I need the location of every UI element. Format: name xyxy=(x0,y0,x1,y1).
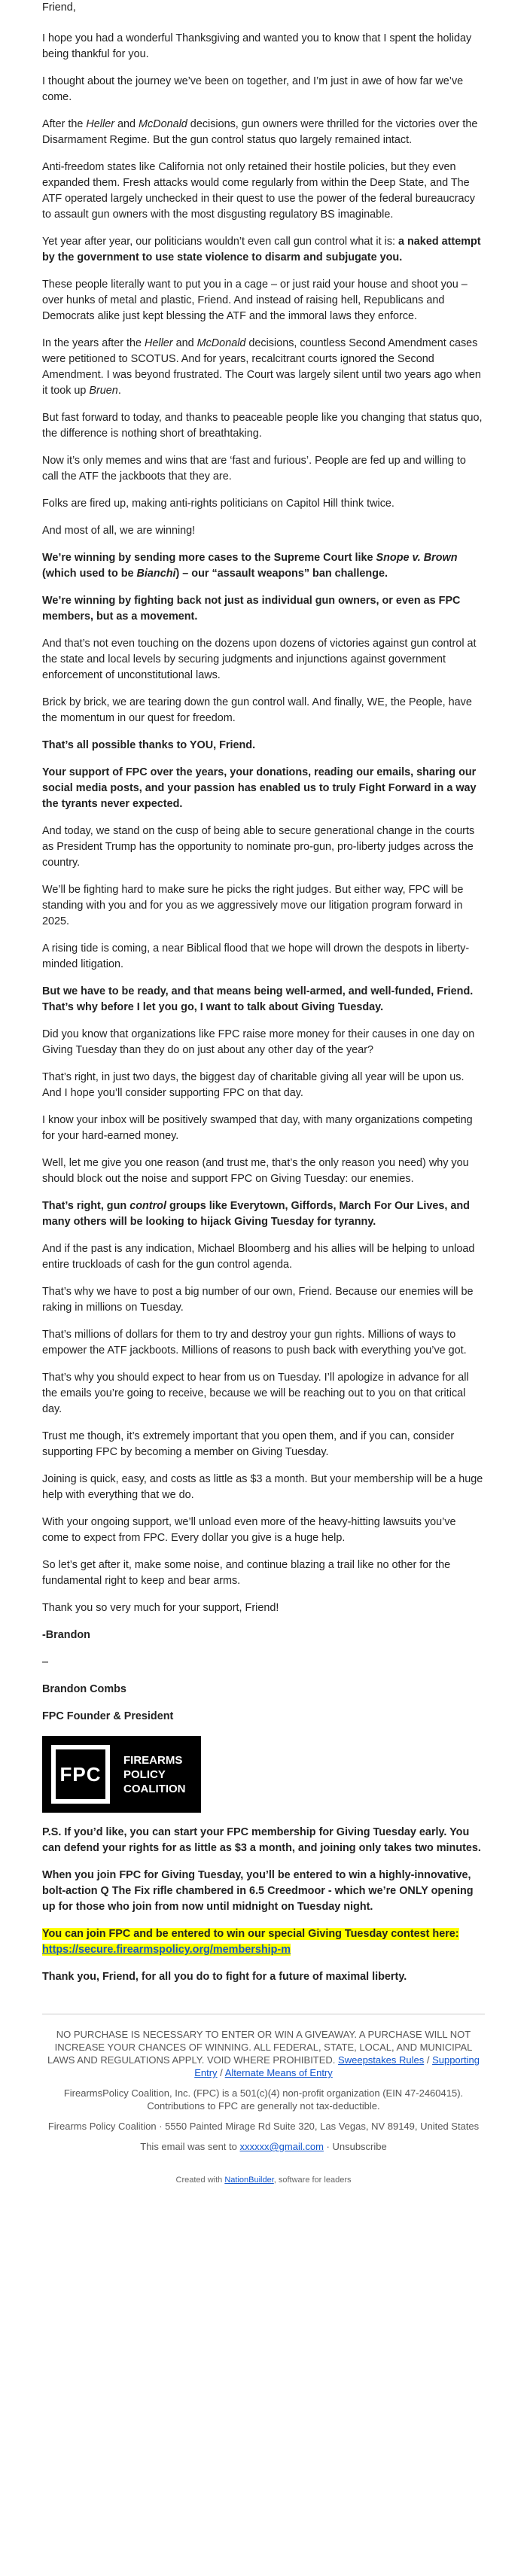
paragraph: After the Heller and McDonald decisions, gun owners were thrilled for the victories over the Disarmament Regime. But the gun control status quo largely remained intact. xyxy=(42,118,478,146)
paragraph: That’s all possible thanks to YOU, Friend. xyxy=(42,739,256,751)
paragraph: These people literally want to put you in a cage – or just raid your house and shoot you – over hunks of metal and plastic, Friend. And instead of raising hell, Republicans and Democrats alike just kept blessing the ATF and the immoral laws they enforce. xyxy=(42,279,468,322)
paragraph: That’s right, in just two days, the biggest day of charitable giving all year will be upon us. And I hope you’ll consider supporting FPC on that day. xyxy=(42,1071,465,1099)
footer-org-info: FirearmsPolicy Coalition, Inc. (FPC) is a 501(c)(4) non-profit organization (EIN 47-2460415). Contributions to FPC are generally not tax-deductible. xyxy=(63,2087,464,2112)
paragraph: I hope you had a wonderful Thanksgiving and wanted you to know that I spent the holiday being thankful for you. xyxy=(42,32,472,60)
paragraph: That’s why you should expect to hear from us on Tuesday. I’ll apologize in advance for all the emails you’re going to receive, because we will be reaching out to you on that critical day. xyxy=(42,1372,469,1415)
recipient-email-link[interactable]: xxxxxx@gmail.com xyxy=(239,2141,324,2152)
email-footer xyxy=(42,2014,485,2153)
paragraph: A rising tide is coming, a near Biblical flood that we hope will drown the despots in liberty-minded litigation. xyxy=(42,942,470,970)
supporting-entry-link[interactable]: Supporting Entry xyxy=(194,2054,480,2078)
paragraph: So let’s get after it, make some noise, and continue blazing a trail like no other for the fundamental right to keep and bear arms. xyxy=(42,1559,451,1587)
paragraph: In the years after the Heller and McDonald decisions, countless Second Amendment cases were petitioned to SCOTUS. And for years, recalcitrant courts ignored the Second Amendment. I was beyond frustrated. The Court was largely silent until two years ago when it took up Bruen. xyxy=(42,337,481,397)
paragraph: And if the past is any indication, Michael Bloomberg and his allies will be helping to unload entire truckloads of cash for the gun control agenda. xyxy=(42,1243,475,1271)
paragraph: With your ongoing support, we’ll unload even more of the heavy-hitting lawsuits you’ve come to expect from FPC. Every dollar you give is a huge help. xyxy=(42,1516,456,1544)
paragraph: We’ll be fighting hard to make sure he picks the right judges. But either way, FPC will be standing with you and for you as we aggressively move our litigation program forward in 2025. xyxy=(42,884,464,927)
ps-paragraph: When you join FPC for Giving Tuesday, you’ll be entered to win a highly-innovative, bolt-action Q The Fix rifle chambered in 6.5 Creedmoor - which we’re ONLY opening up for those who join from now until midnight on Tuesday night. xyxy=(42,1869,474,1913)
ps-paragraph: P.S. If you’d like, you can start your FPC membership for Giving Tuesday early. You can defend your rights for as little as $3 a month, and joining only takes two minutes. xyxy=(42,1826,481,1854)
paragraph: Joining is quick, easy, and costs as little as $3 a month. But your membership will be a huge help with everything that we do. xyxy=(42,1473,483,1501)
paragraph: But fast forward to today, and thanks to peaceable people like you changing that status quo, the difference is nothing short of breathtaking. xyxy=(42,412,483,440)
footer-address: Firearms Policy Coalition · 5550 Painted Mirage Rd Suite 320, Las Vegas, NV 89149, United States xyxy=(47,2121,480,2132)
paragraph: Anti-freedom states like California not only retained their hostile policies, but they even expanded them. Fresh attacks would come regularly from within the Deep State, and The ATF operated largely unchecked in their quest to use the power of the federal bureaucracy to assault gun owners with the most disgusting regulatory BS imaginable. xyxy=(42,161,475,221)
paragraph: Now it’s only memes and wins that are ‘fast and furious’. People are fed up and willing to call the ATF the jackboots that they are. xyxy=(42,455,466,483)
paragraph: We’re winning by sending more cases to the Supreme Court like Snope v. Brown (which used to be Bianchi) – our “assault weapons” ban challenge. xyxy=(42,552,458,580)
paragraph: We’re winning by fighting back not just as individual gun owners, or even as FPC members, but as a movement. xyxy=(42,595,461,623)
ps-paragraph: Thank you, Friend, for all you do to fight for a future of maximal liberty. xyxy=(42,1971,407,1983)
paragraph: And most of all, we are winning! xyxy=(42,525,196,537)
paragraph: That’s why we have to post a big number of our own, Friend. Because our enemies will be raking in millions on Tuesday. xyxy=(42,1286,474,1314)
logo-wordmark: FIREARMS POLICY COALITION xyxy=(119,1736,201,1813)
ps-link-paragraph: You can join FPC and be entered to win our special Giving Tuesday contest here: https://secure.firearmspolicy.org/membership-m xyxy=(42,1928,459,1956)
unsubscribe-link[interactable]: · Unsubscribe xyxy=(323,2141,387,2152)
paragraph: Yet year after year, our politicians wouldn’t even call gun control what it is: a naked attempt by the government to use state violence to disarm and subjugate you. xyxy=(42,236,481,263)
paragraph: That’s right, gun control groups like Everytown, Giffords, March For Our Lives, and many others will be looking to hijack Giving Tuesday for tyranny. xyxy=(42,1200,470,1228)
paragraph: Your support of FPC over the years, your donations, reading our emails, sharing our social media posts, and your passion has enabled us to truly Fight Forward in a way the tyrants never expected. xyxy=(42,766,477,810)
paragraph: And that’s not even touching on the dozens upon dozens of victories against gun control at the state and local levels by securing judgments and injunctions against government enforcement of unconstitutional laws. xyxy=(42,638,477,681)
paragraph: Brick by brick, we are tearing down the gun control wall. And finally, WE, the People, have the momentum in our quest for freedom. xyxy=(42,696,472,724)
footer-sent-to: This email was sent to xxxxxx@gmail.com · Unsubscribe xyxy=(140,2141,387,2152)
paragraph: But we have to be ready, and that means being well-armed, and well-funded, Friend. That’s why before I let you go, I want to talk about Giving Tuesday. xyxy=(42,985,474,1013)
logo-mark: FPC xyxy=(57,1767,105,1783)
paragraph: I know your inbox will be positively swamped that day, with many organizations competing for your hard-earned money. xyxy=(42,1114,473,1142)
paragraph: That’s millions of dollars for them to try and destroy your gun rights. Millions of ways to empower the ATF jackboots. Millions of reasons to push back with everything you’ve got. xyxy=(42,1329,467,1357)
paragraph: Thank you so very much for your support, Friend! xyxy=(42,1602,279,1614)
signature-full-name: Brandon Combs xyxy=(42,1683,126,1695)
footer-disclaimer: NO PURCHASE IS NECESSARY TO ENTER OR WIN A GIVEAWAY. A PURCHASE WILL NOT INCREASE YOUR CHANCES OF WINNING. ALL FEDERAL, STATE, LOCAL, AND MUNICIPAL LAWS AND REGULATIONS APPLY. VOID WHERE PROHIBITED. Sweepstakes Rules / Supporting Entry / Alternate Means of Entry xyxy=(47,2029,480,2078)
signature-dash: – xyxy=(42,1656,49,1668)
paragraph: Folks are fired up, making anti-rights politicians on Capitol Hill think twice. xyxy=(42,498,394,510)
paragraph: I thought about the journey we’ve been on together, and I’m just in awe of how far we’ve come. xyxy=(42,75,464,103)
paragraph: Trust me though, it’s extremely important that you open them, and if you can, consider supporting FPC by becoming a member on Giving Tuesday. xyxy=(42,1430,455,1458)
signature-short: -Brandon xyxy=(42,1629,90,1641)
greeting: Friend, xyxy=(42,2,76,14)
fpc-logo xyxy=(42,1736,201,1813)
sweepstakes-rules-link[interactable]: Sweepstakes Rules xyxy=(338,2054,425,2066)
paragraph: Did you know that organizations like FPC raise more money for their causes in one day on Giving Tuesday than they do on just about any other day of the year? xyxy=(42,1028,475,1056)
alternate-entry-link[interactable]: Alternate Means of Entry xyxy=(224,2067,333,2078)
membership-link[interactable]: https://secure.firearmspolicy.org/membership-m xyxy=(42,1944,291,1956)
nationbuilder-credit: Created with NationBuilder, software for leaders xyxy=(175,2176,352,2185)
paragraph: Well, let me give you one reason (and trust me, that’s the only reason you need) why you should block out the noise and support FPC on Giving Tuesday: our enemies. xyxy=(42,1157,469,1185)
signature-title: FPC Founder & President xyxy=(42,1710,174,1722)
nationbuilder-link[interactable]: NationBuilder xyxy=(224,2176,274,2185)
paragraph: And today, we stand on the cusp of being able to secure generational change in the courts as President Trump has the opportunity to nominate pro-gun, pro-liberty judges across the country. xyxy=(42,825,475,869)
